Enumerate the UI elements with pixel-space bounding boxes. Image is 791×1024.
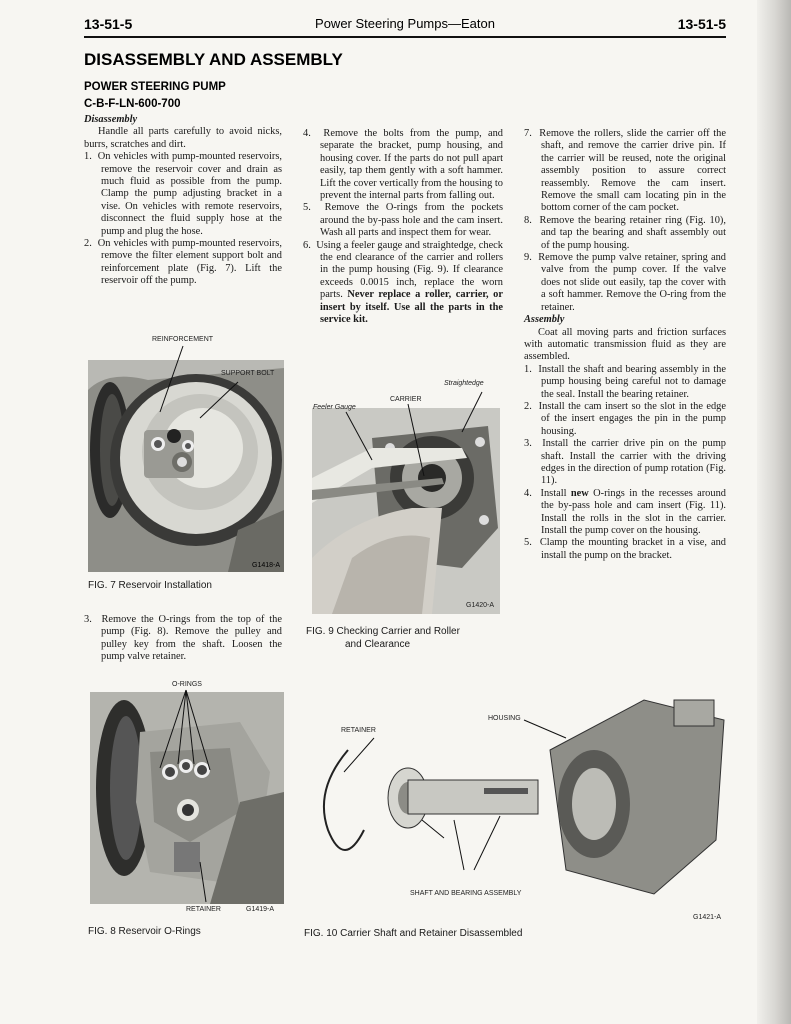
fig8-caption: FIG. 8 Reservoir O-Rings	[88, 926, 201, 937]
page-number-left: 13-51-5	[84, 16, 133, 32]
model-heading: C-B-F-LN-600-700	[84, 98, 181, 110]
fig7-caption: FIG. 7 Reservoir Installation	[88, 580, 212, 591]
column-1-step3	[84, 614, 282, 664]
book-spine-shadow	[757, 0, 791, 1024]
section-title: DISASSEMBLY AND ASSEMBLY	[84, 50, 343, 69]
label-reinforcement: REINFORCEMENT	[152, 336, 214, 343]
disassembly-heading: Disassembly	[84, 114, 138, 125]
assembly-step-2: 2. Install the cam insert so the slot in the edge of the insert engages the pin in the pump housing.	[524, 400, 726, 437]
disassembly-intro: Handle all parts carefully to avoid nicks, burrs, scratches and dirt.	[84, 126, 282, 150]
step-7: 7. Remove the rollers, slide the carrier off the shaft, and remove the carrier drive pin. If the carrier will be reused, note the original assembly position to assure correct reassembly. Remove the cam insert. Remove the small cam locating pin in the bottom corner of the cam pocket.	[524, 128, 726, 214]
step-2: 2. On vehicles with pump-mounted reservoirs, remove the filter element support bolt and reinforcement plate (Fig. 7). Lift the reservoir off the pump.	[84, 238, 282, 287]
step-9: 9. Remove the pump valve retainer, spring and valve from the pump cover. If the valve does not slide out easily, tap the cover with a soft hammer. Remove the O-ring from the retainer.	[524, 252, 726, 313]
step-6	[303, 240, 503, 327]
assembly-step-1: 1. Install the shaft and bearing assembly in the pump housing being careful not to damage the seal. Install the bearing retainer.	[524, 363, 726, 400]
assembly-step-5: 5. Clamp the mounting bracket in a vise, and install the pump on the bracket.	[524, 537, 726, 561]
assembly-intro: Coat all moving parts and friction surfaces with automatic transmission fluid as they are assembled.	[524, 326, 726, 363]
column-2-text	[303, 128, 503, 327]
fig7-code: G1418-A	[252, 562, 281, 569]
label-support-bolt: SUPPORT BOLT	[221, 370, 275, 377]
fig9-caption-line1: FIG. 9 Checking Carrier and Roller	[306, 626, 460, 637]
label-housing: HOUSING	[488, 715, 521, 722]
column-1-text	[84, 114, 282, 288]
label-feeler-gauge: Feeler Gauge	[313, 404, 356, 411]
fig10-code: G1421-A	[693, 914, 722, 921]
assembly-heading: Assembly	[524, 314, 565, 326]
step-5: 5. Remove the O-rings from the pockets around the by-pass hole and the cam insert. Wash all parts and inspect them for wear.	[303, 202, 503, 239]
step-8: 8. Remove the bearing retainer ring (Fig. 10), and tap the bearing and shaft assembly out of the pump housing.	[524, 214, 726, 251]
step-6-warning: Never replace a roller, carrier, or insert by itself. Use all the parts in the service kit.	[320, 289, 503, 326]
label-shaft-bearing: SHAFT AND BEARING ASSEMBLY	[410, 890, 522, 897]
fig10-caption: FIG. 10 Carrier Shaft and Retainer Disassembled	[304, 928, 523, 939]
column-3-text	[524, 128, 726, 562]
step-4: 4. Remove the bolts from the pump, and separate the bracket, pump housing, and housing cover. If the parts do not pull apart easily, tap them gently with a soft hammer. Lift the cover vertically from the housing to prevent the internal parts from falling out.	[303, 128, 503, 202]
step-3: 3. Remove the O-rings from the top of the pump (Fig. 8). Remove the pulley and pulley key from the shaft. Loosen the pump valve retainer.	[84, 614, 282, 663]
fig9-code: G1420-A	[466, 602, 495, 609]
fig8-code: G1419-A	[246, 906, 275, 913]
label-retainer-fig10: RETAINER	[341, 727, 376, 734]
subheading: POWER STEERING PUMP	[84, 81, 226, 93]
step-6-text: 6. Using a feeler gauge and straightedge, check the end clearance of the carrier and rollers in the pump housing (Fig. 9). If clearance exceeds 0.0015 inch, replace the worn parts.	[303, 239, 503, 301]
header-rule	[84, 36, 726, 38]
step-1: 1. On vehicles with pump-mounted reservoirs, remove the reservoir cover and drain as much fluid as possible from the pump. Clamp the pump adjusting bracket in a vise. On vehicles with remote reservoirs, disconnect the fluid supply hose at the pump and plug the hose.	[84, 151, 282, 237]
assembly-step-4	[524, 488, 726, 538]
label-o-rings: O-RINGS	[172, 681, 202, 688]
label-carrier: CARRIER	[390, 396, 422, 403]
assembly-step-4-post: O-rings in the recesses around the by-pass hole and cam insert (Fig. 11). Install the rolls in the slot in the carrier. Install the pump cover on the housing.	[541, 487, 726, 536]
assembly-step-4-pre: 4. Install	[524, 487, 567, 499]
running-header	[84, 16, 726, 34]
page-number-right: 13-51-5	[677, 16, 726, 32]
header-title: Power Steering Pumps—Eaton	[315, 16, 495, 31]
assembly-step-4-bold: new	[570, 487, 589, 499]
label-straightedge: Straightedge	[444, 380, 484, 387]
fig8-leader-lines	[90, 682, 290, 912]
fig9-caption-line2: and Clearance	[345, 639, 411, 650]
label-retainer-fig8: RETAINER	[186, 906, 221, 913]
assembly-step-3: 3. Install the carrier drive pin on the pump shaft. Install the carrier with the driving edges in the direction of pump rotation (Fig. 11).	[524, 438, 726, 487]
